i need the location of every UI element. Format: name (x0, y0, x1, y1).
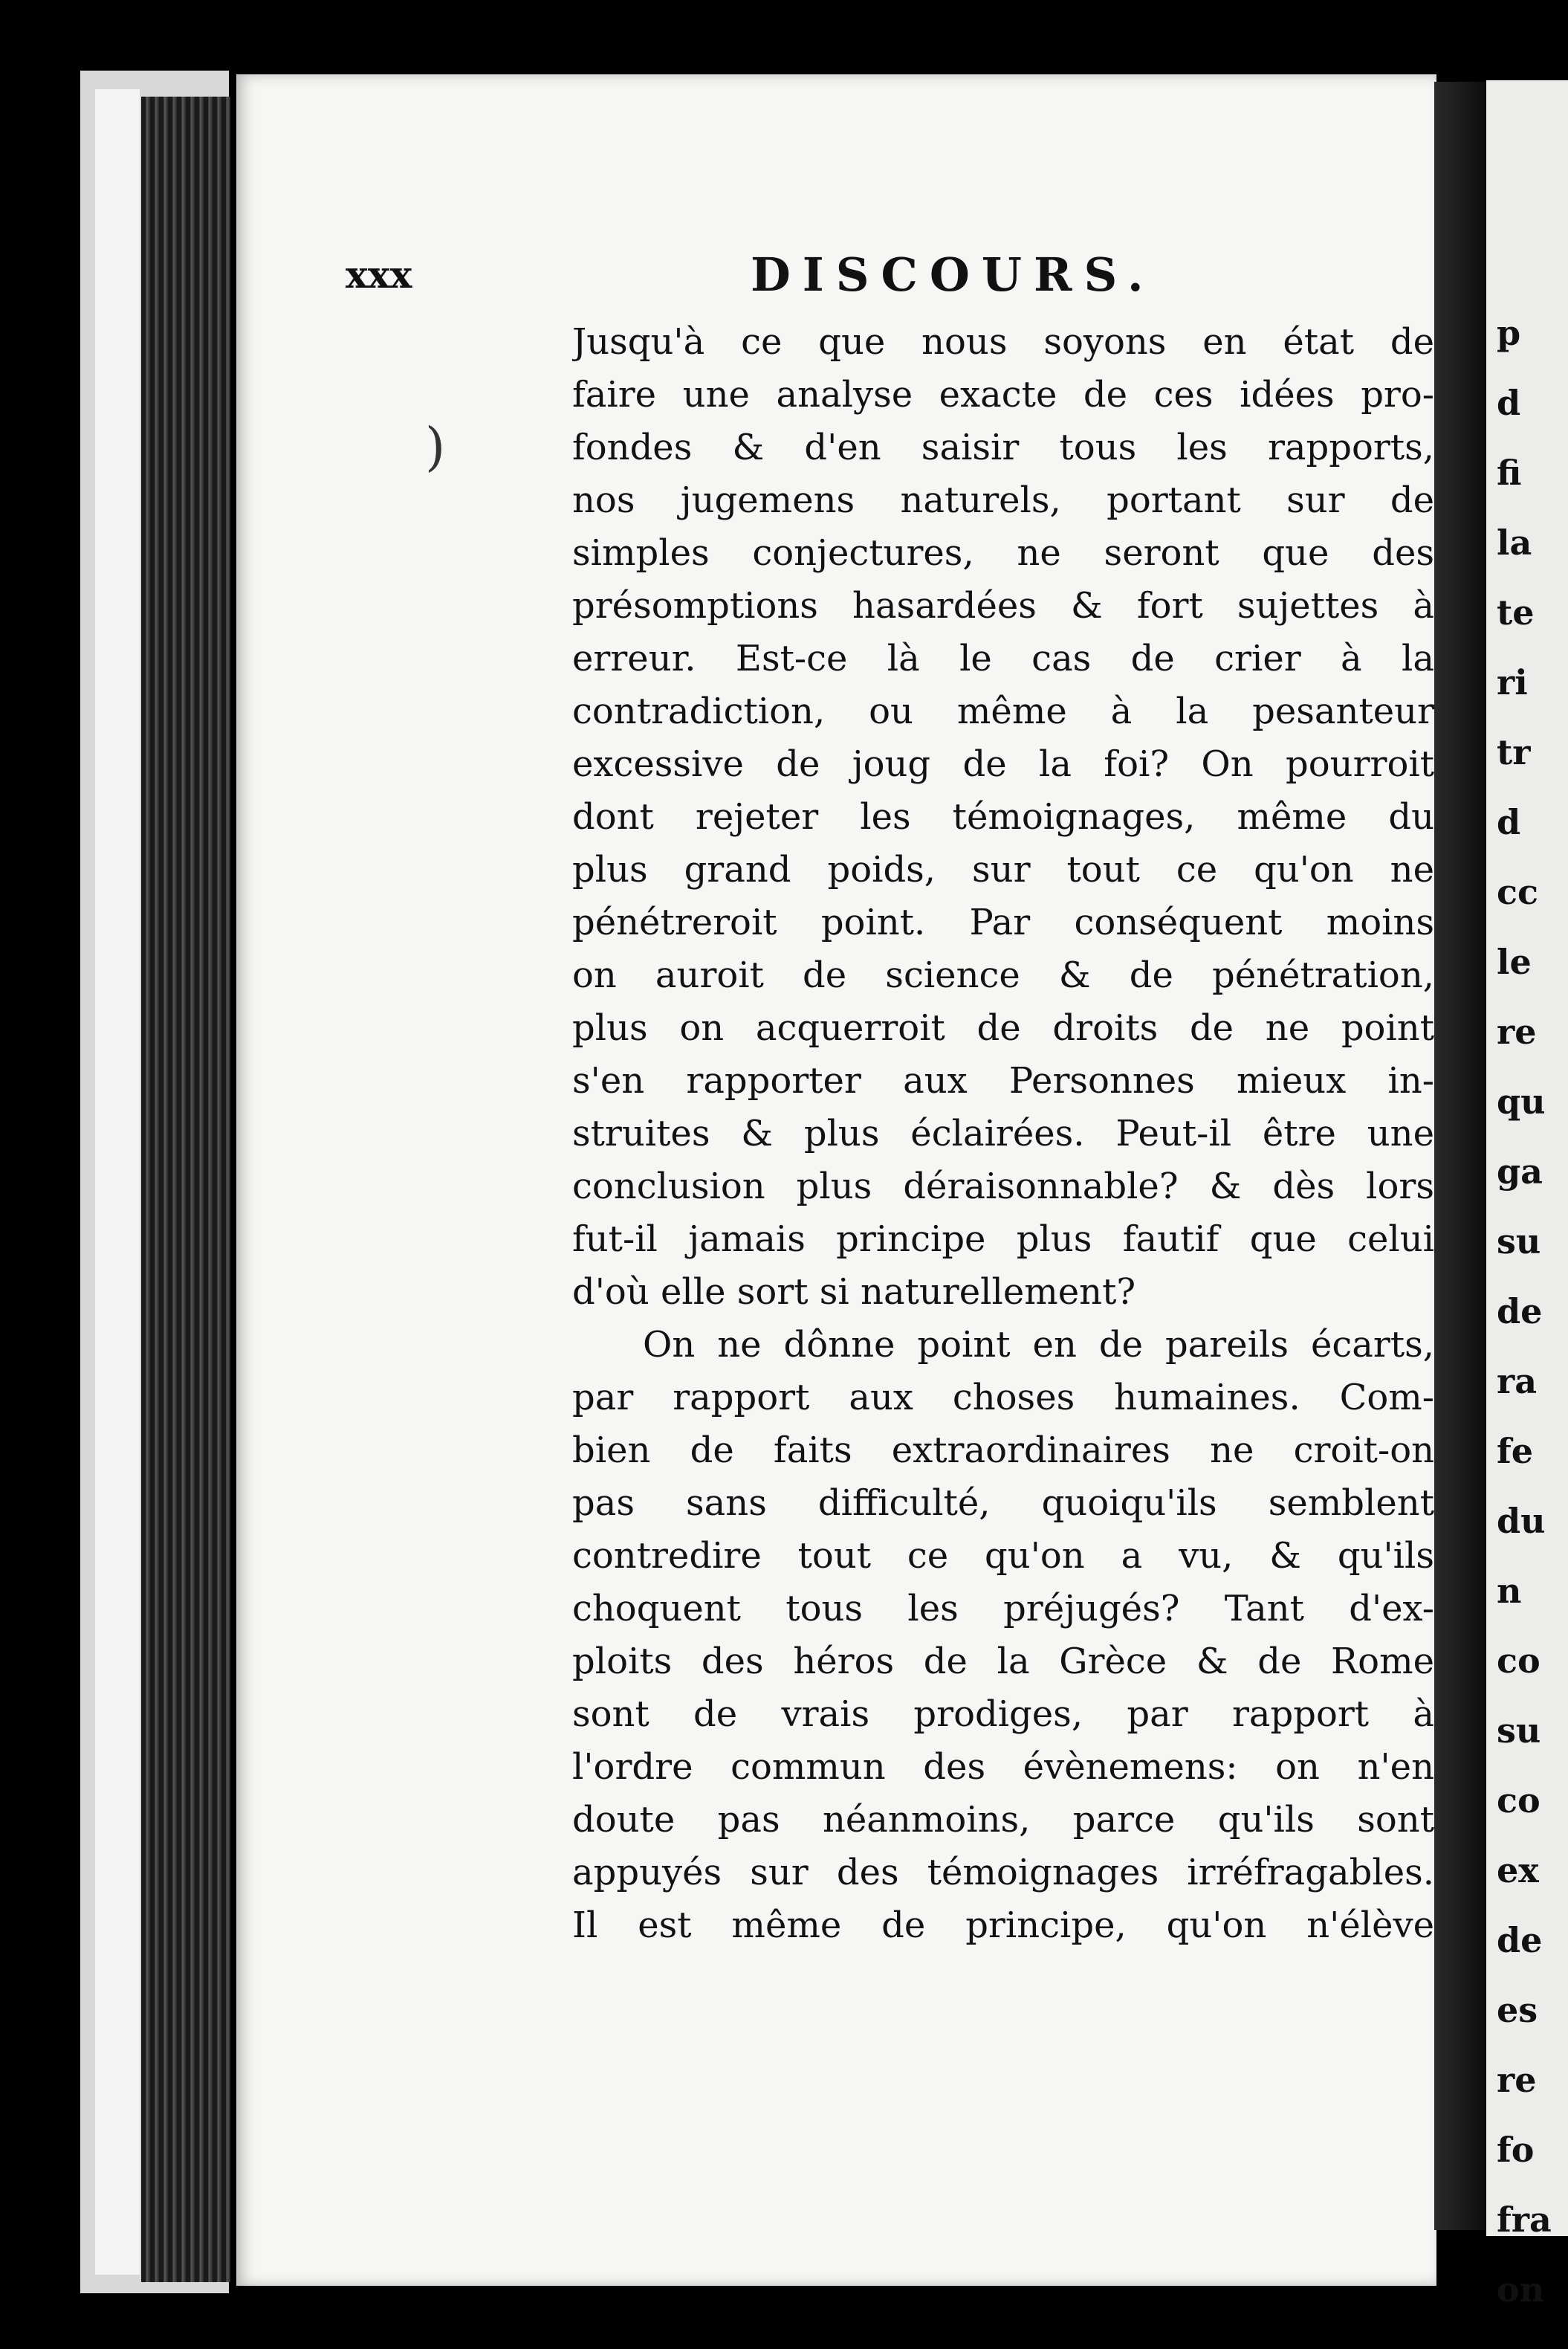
facing-page-fragment: de (1497, 1291, 1543, 1331)
text-line: l'ordre commun des évènemens: on n'en (572, 1746, 1434, 1788)
text-line: dont rejeter les témoignages, même du (572, 796, 1434, 838)
text-line: appuyés sur des témoignages irréfragables. (572, 1852, 1434, 1893)
facing-page-fragment: le (1497, 942, 1532, 982)
page-gutter-shadow (1434, 82, 1486, 2230)
text-line: simples conjectures, ne seront que des (572, 532, 1434, 574)
page-edge-strip (95, 89, 140, 2275)
facing-page-fragment: su (1497, 1221, 1541, 1261)
text-line: ploits des héros de la Grèce & de Rome (572, 1641, 1434, 1682)
text-line: on auroit de science & de pénétration, (572, 954, 1434, 996)
facing-page-fragment: d (1497, 802, 1521, 842)
facing-page-fragment: su (1497, 1710, 1541, 1751)
facing-page-fragment: fra (1497, 2200, 1552, 2240)
text-line: fondes & d'en saisir tous les rapports, (572, 427, 1434, 468)
facing-page-fragment: de (1497, 1920, 1543, 1960)
text-line: contredire tout ce qu'on a vu, & qu'ils (572, 1535, 1434, 1577)
facing-page-fragment: co (1497, 1780, 1541, 1820)
text-line: nos jugemens naturels, portant sur de (572, 479, 1434, 521)
facing-page-fragment: re (1497, 2060, 1537, 2100)
facing-page-fragment: cc (1497, 872, 1539, 912)
facing-page-fragment: ga (1497, 1151, 1543, 1192)
facing-page-fragment: ex (1497, 1850, 1539, 1890)
facing-page-fragment: es (1497, 1990, 1538, 2030)
text-line: conclusion plus déraisonnable? & dès lors (572, 1166, 1434, 1207)
book-spine-stack (141, 97, 230, 2282)
text-line: doute pas néanmoins, parce qu'ils sont (572, 1799, 1434, 1841)
facing-page-fragment: du (1497, 1501, 1546, 1541)
facing-page-fragment: ra (1497, 1361, 1538, 1401)
facing-page-fragment: tr (1497, 732, 1531, 772)
text-line: s'en rapporter aux Personnes mieux in- (572, 1060, 1434, 1102)
text-line: pas sans difficulté, quoiqu'ils semblent (572, 1482, 1434, 1524)
text-line: excessive de joug de la foi? On pourroit (572, 743, 1434, 785)
text-line: struites & plus éclairées. Peut-il être une (572, 1113, 1434, 1154)
text-line: plus grand poids, sur tout ce qu'on ne (572, 849, 1434, 891)
text-line: bien de faits extraordinaires ne croit-on (572, 1429, 1434, 1471)
facing-page-sliver (1486, 80, 1568, 2310)
facing-page-fragment: la (1497, 523, 1532, 563)
facing-page-fragment: p (1497, 313, 1521, 353)
facing-page-fragment: re (1497, 1012, 1537, 1052)
facing-page-fragment: ri (1497, 662, 1528, 702)
running-title: DISCOURS. (751, 248, 1156, 302)
facing-page-fragment: n (1497, 1571, 1522, 1611)
text-line: erreur. Est-ce là le cas de crier à la (572, 638, 1434, 679)
text-line: plus on acquerroit de droits de ne point (572, 1007, 1434, 1049)
page-number: xxx (346, 253, 412, 297)
text-line: par rapport aux choses humaines. Com- (572, 1377, 1434, 1418)
paragraph-start-line: On ne dônne point en de pareils écarts, (643, 1324, 1434, 1366)
text-line: Il est même de principe, qu'on n'élève (572, 1904, 1434, 1946)
facing-page-fragment: fo (1497, 2130, 1535, 2170)
facing-page-fragment: co (1497, 1641, 1541, 1681)
text-line: fut-il jamais principe plus fautif que celui (572, 1218, 1434, 1260)
text-line: pénétreroit point. Par conséquent moins (572, 902, 1434, 943)
text-line: sont de vrais prodiges, par rapport à (572, 1693, 1434, 1735)
facing-page-fragment: fe (1497, 1431, 1534, 1471)
facing-page-fragment: on (1497, 2269, 1545, 2310)
margin-mark: ) (425, 416, 446, 477)
body-text (572, 316, 1434, 1952)
text-line: faire une analyse exacte de ces idées pro- (572, 374, 1434, 416)
text-line: présomptions hasardées & fort sujettes à (572, 585, 1434, 627)
facing-page-fragment: qu (1497, 1082, 1546, 1122)
text-line: choquent tous les préjugés? Tant d'ex- (572, 1588, 1434, 1629)
facing-page-fragment: te (1497, 592, 1535, 633)
facing-page-fragment: fi (1497, 453, 1522, 493)
text-line: contradiction, ou même à la pesanteur (572, 691, 1434, 732)
text-line: d'où elle sort si naturellement? (572, 1271, 1136, 1313)
facing-page-fragment: d (1497, 383, 1521, 423)
text-line: Jusqu'à ce que nous soyons en état de (572, 321, 1434, 363)
